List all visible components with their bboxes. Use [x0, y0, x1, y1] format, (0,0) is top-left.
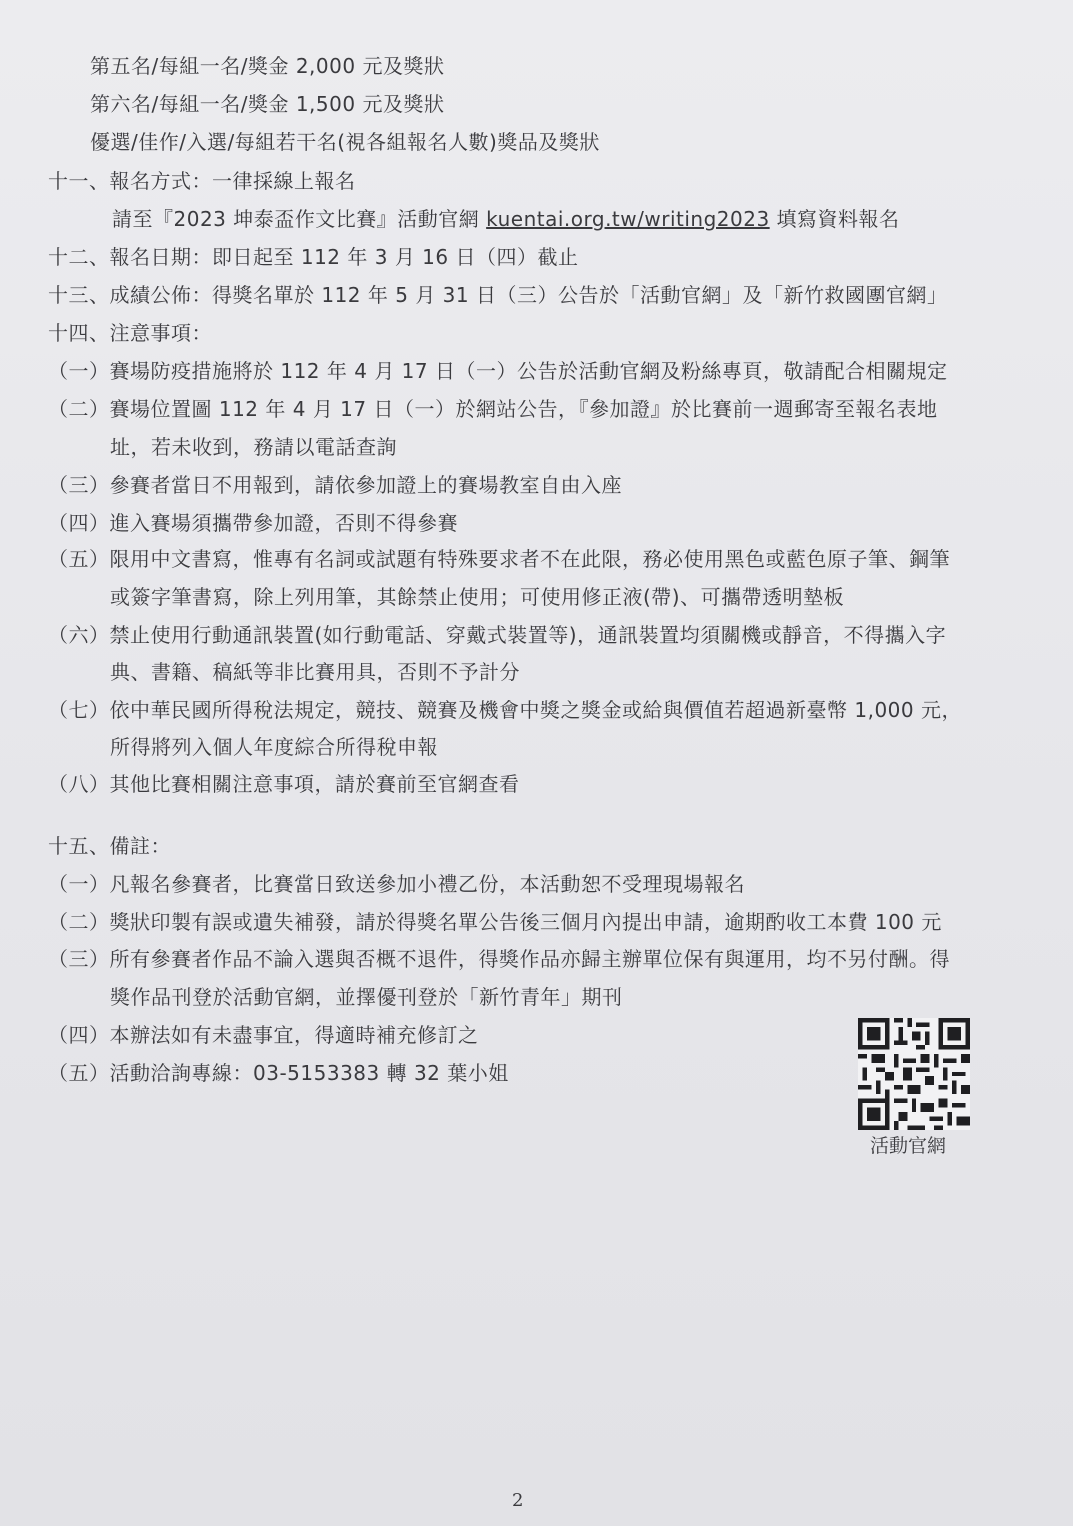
remark-item: （三）所有參賽者作品不論入選與否概不退件，得獎作品亦歸主辦單位保有與運用，均不另付酬。得: [48, 947, 950, 971]
section-14-title: 十四、注意事項：: [48, 321, 212, 345]
notice-item: （四）進入賽場須攜帶參加證，否則不得參賽: [48, 511, 458, 535]
notice-item: （五）限用中文書寫，惟專有名詞或試題有特殊要求者不在此限，務必使用黑色或藍色原子筆、鋼筆: [48, 547, 950, 571]
section-11-title: 十一、報名方式：一律採線上報名: [48, 169, 356, 193]
qr-code[interactable]: [858, 1018, 970, 1130]
section-13: 十三、成績公佈：得獎名單於 112 年 5 月 31 日（三）公告於「活動官網」及「新竹救國團官網」: [48, 283, 948, 307]
notice-item: （三）參賽者當日不用報到，請依參加證上的賽場教室自由入座: [48, 473, 622, 497]
instruction-text-post: 填寫資料報名: [776, 207, 900, 231]
notice-item: （八）其他比賽相關注意事項，請於賽前至官網查看: [48, 772, 520, 796]
notice-item-continued: 所得將列入個人年度綜合所得稅申報: [110, 735, 438, 759]
qr-code-label: 活動官網: [870, 1135, 947, 1157]
prize-sixth: 第六名/每組一名/獎金 1,500 元及獎狀: [90, 92, 445, 116]
instruction-text-pre: 請至『2023 坤泰盃作文比賽』活動官網: [112, 207, 480, 231]
notice-item-continued: 典、書籍、稿紙等非比賽用具，否則不予計分: [110, 660, 520, 684]
notice-item: （六）禁止使用行動通訊裝置(如行動電話、穿戴式裝置等)，通訊裝置均須關機或靜音，不得攜入字: [48, 623, 947, 647]
notice-item: （一）賽場防疫措施將於 112 年 4 月 17 日（一）公告於活動官網及粉絲專頁，敬請配合相關規定: [48, 359, 948, 383]
remark-item-continued: 獎作品刊登於活動官網，並擇優刊登於「新竹青年」期刊: [110, 985, 623, 1009]
section-12: 十二、報名日期：即日起至 112 年 3 月 16 日（四）截止: [48, 245, 579, 269]
prize-merit: 優選/佳作/入選/每組若干名(視各組報名人數)獎品及獎狀: [90, 130, 600, 154]
notice-item: （二）賽場位置圖 112 年 4 月 17 日（一）於網站公告，『參加證』於比賽前一週郵寄至報名表地: [48, 397, 938, 421]
remark-item: （五）活動洽詢專線：03-5153383 轉 32 葉小姐: [48, 1061, 509, 1085]
remark-item: （四）本辦法如有未盡事宜，得適時補充修訂之: [48, 1023, 479, 1047]
notice-item: （七）依中華民國所得稅法規定，競技、競賽及機會中獎之獎金或給與價值若超過新臺幣 1,000 元，: [48, 698, 962, 722]
remark-item: （二）獎狀印製有誤或遺失補發，請於得獎名單公告後三個月內提出申請，逾期酌收工本費 100 元: [48, 910, 942, 934]
section-11-instruction: [112, 207, 900, 231]
remark-item: （一）凡報名參賽者，比賽當日致送參加小禮乙份，本活動恕不受理現場報名: [48, 872, 745, 896]
website-link[interactable]: kuentai.org.tw/writing2023: [486, 207, 770, 231]
prize-fifth: 第五名/每組一名/獎金 2,000 元及獎狀: [90, 54, 445, 78]
page-number: 2: [512, 1490, 524, 1511]
notice-item-continued: 或簽字筆書寫，除上列用筆，其餘禁止使用；可使用修正液(帶)、可攜帶透明墊板: [110, 585, 845, 609]
section-15-title: 十五、備註：: [48, 834, 171, 858]
notice-item-continued: 址，若未收到，務請以電話查詢: [110, 435, 397, 459]
